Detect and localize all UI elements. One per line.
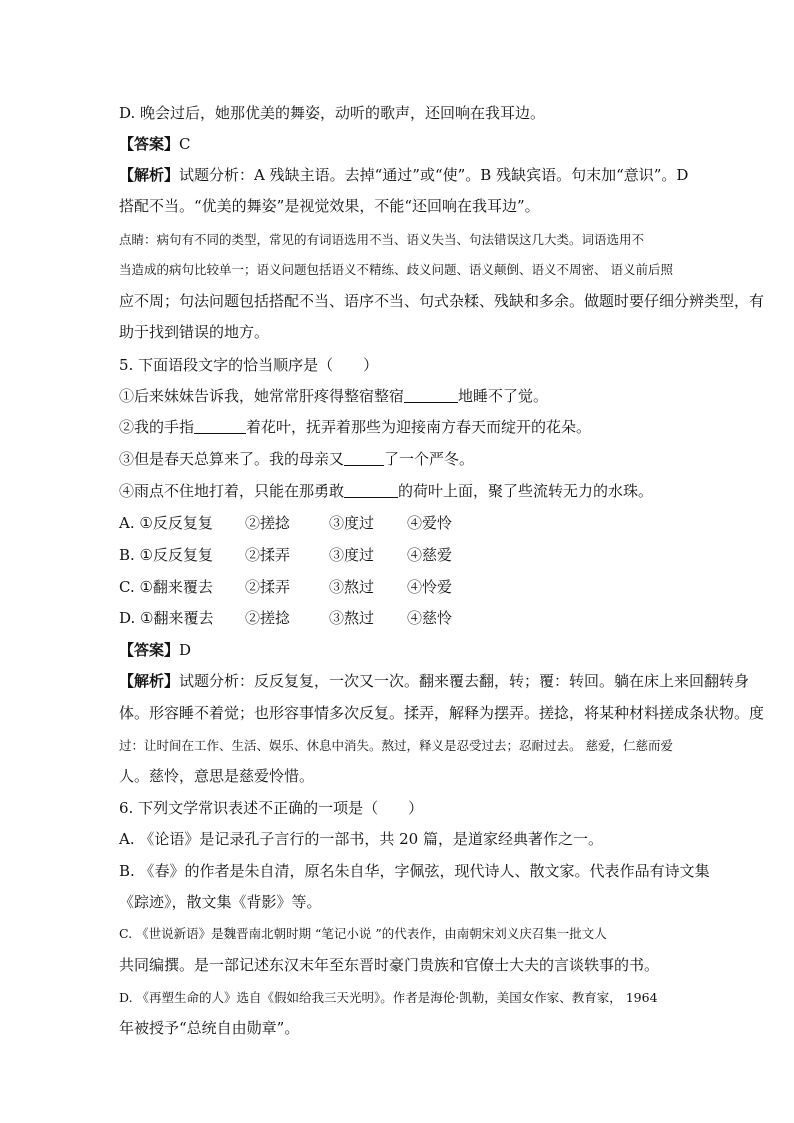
- option-part: ②搓捻: [245, 514, 291, 532]
- sentence-text: 了一个严冬。: [384, 450, 475, 468]
- q6-stem: 6. 下列文学常识表述不正确的一项是（ ）: [119, 799, 424, 817]
- q5-analysis-line: 过：让时间在工作、生活、娱乐、休息中消失。熬过，释义是忍受过去；忍耐过去。 慈爱，仁慈而爱: [119, 738, 673, 753]
- option-part: ④怜爱: [407, 578, 453, 596]
- fill-blank: [404, 388, 458, 403]
- q4-tip-line: 当造成的病句比较单一；语义问题包括语义不精练、歧义问题、语义颠倒、语义不周密、 语义前后照: [119, 262, 673, 277]
- sentence-text: ①后来妹妹告诉我，她常常肝疼得整宿整宿: [119, 387, 405, 405]
- answer-value: D: [179, 641, 192, 659]
- analysis-text: 试题分析：A 残缺主语。去掉“通过”或“使”。B 残缺宾语。句末加“意识”。D: [179, 166, 689, 184]
- q6-option-d: D. 《再塑生命的人》选自《假如给我三天光明》。作者是海伦·凯勒，美国女作家、教育家， 1964: [119, 990, 658, 1005]
- answer-label: 【答案】: [119, 641, 180, 659]
- q4-analysis-line: 搭配不当。“优美的舞姿”是视觉效果，不能“还回响在我耳边”。: [119, 197, 540, 215]
- option-part: ③度过: [329, 514, 375, 532]
- option-part: ③熬过: [329, 609, 375, 627]
- analysis-text: 试题分析：反反复复，一次又一次。翻来覆去翻，转；覆：转回。躺在床上来回翻转身: [179, 672, 750, 690]
- q5-option-a: [119, 513, 452, 533]
- q5-option-c: [119, 577, 452, 597]
- fill-blank: [194, 419, 246, 434]
- option-part: ②搓捻: [245, 609, 291, 627]
- q5-stem: 5. 下面语段文字的恰当顺序是（ ）: [119, 356, 379, 374]
- q4-tip-line: 应不周；句法问题包括搭配不当、语序不当、句式杂糅、残缺和多余。做题时要仔细分辨类型，有: [119, 292, 765, 310]
- fill-blank: [344, 483, 398, 498]
- option-part: D. ①翻来覆去: [119, 609, 214, 627]
- option-part: ④慈爱: [407, 546, 453, 564]
- q6-option-b-line: 《踪迹》，散文集《背影》等。: [119, 893, 322, 911]
- q6-option-b: B. 《春》的作者是朱自清，原名朱自华，字佩弦，现代诗人、散文家。代表作品有诗文集: [119, 862, 710, 880]
- q5-analysis-line: 体。形容睡不着觉；也形容事情多次反复。揉弄，解释为摆弄。搓捻，将某种材料搓成条状物。度: [119, 704, 765, 722]
- option-part: A. ①反反复复: [119, 514, 213, 532]
- fill-blank: [344, 451, 384, 466]
- q6-option-d-line: 年被授予“总统自由勋章”。: [119, 1019, 300, 1037]
- option-part: C. ①翻来覆去: [119, 578, 213, 596]
- option-part: B. ①反反复复: [119, 546, 214, 564]
- sentence-text: 地睡不了觉。: [458, 387, 549, 405]
- q5-sentence-4: [119, 481, 653, 501]
- sentence-text: 着花叶，抚弄着那些为迎接南方春天而绽开的花朵。: [246, 418, 592, 436]
- option-part: ②揉弄: [245, 578, 291, 596]
- sentence-text: ③但是春天总算来了。我的母亲又: [119, 450, 345, 468]
- option-part: ④爱怜: [407, 514, 453, 532]
- q4-answer: [119, 134, 191, 154]
- option-part: ③熬过: [329, 578, 375, 596]
- q5-option-b: [119, 545, 452, 565]
- q5-analysis: [119, 671, 749, 691]
- sentence-text: ④雨点不住地打着，只能在那勇敢: [119, 482, 345, 500]
- q5-sentence-2: [119, 417, 591, 437]
- option-part: ②揉弄: [245, 546, 291, 564]
- analysis-label: 【解析】: [119, 166, 180, 184]
- q4-option-d: D. 晚会过后，她那优美的舞姿，动听的歌声，还回响在我耳边。: [119, 104, 546, 122]
- answer-label: 【答案】: [119, 135, 180, 153]
- q6-option-a: A. 《论语》是记录孔子言行的一部书，共 20 篇，是道家经典著作之一。: [119, 830, 603, 848]
- q4-tip-line: 助于找到错误的地方。: [119, 323, 270, 341]
- analysis-label: 【解析】: [119, 672, 180, 690]
- q6-option-c: C. 《世说新语》是魏晋南北朝时期 “笔记小说 ”的代表作，由南朝宋刘义庆召集一批文人: [119, 926, 607, 941]
- q4-analysis: [119, 165, 688, 185]
- q6-option-c-line: 共同编撰。是一部记述东汉末年至东晋时豪门贵族和官僚士大夫的言谈轶事的书。: [119, 956, 660, 974]
- q5-sentence-3: [119, 449, 474, 469]
- option-part: ③度过: [329, 546, 375, 564]
- sentence-text: ②我的手指: [119, 418, 195, 436]
- q5-answer: [119, 640, 191, 660]
- q5-option-d: [119, 608, 452, 628]
- q5-sentence-1: [119, 386, 548, 406]
- sentence-text: 的荷叶上面，聚了些流转无力的水珠。: [398, 482, 654, 500]
- q5-analysis-line: 人。慈怜，意思是慈爱怜惜。: [119, 767, 315, 785]
- answer-value: C: [179, 135, 191, 153]
- q4-tip-line: 点睛：病句有不同的类型，常见的有词语选用不当、语义失当、句法错误这几大类。词语选用不: [119, 232, 645, 247]
- option-part: ④慈怜: [407, 609, 453, 627]
